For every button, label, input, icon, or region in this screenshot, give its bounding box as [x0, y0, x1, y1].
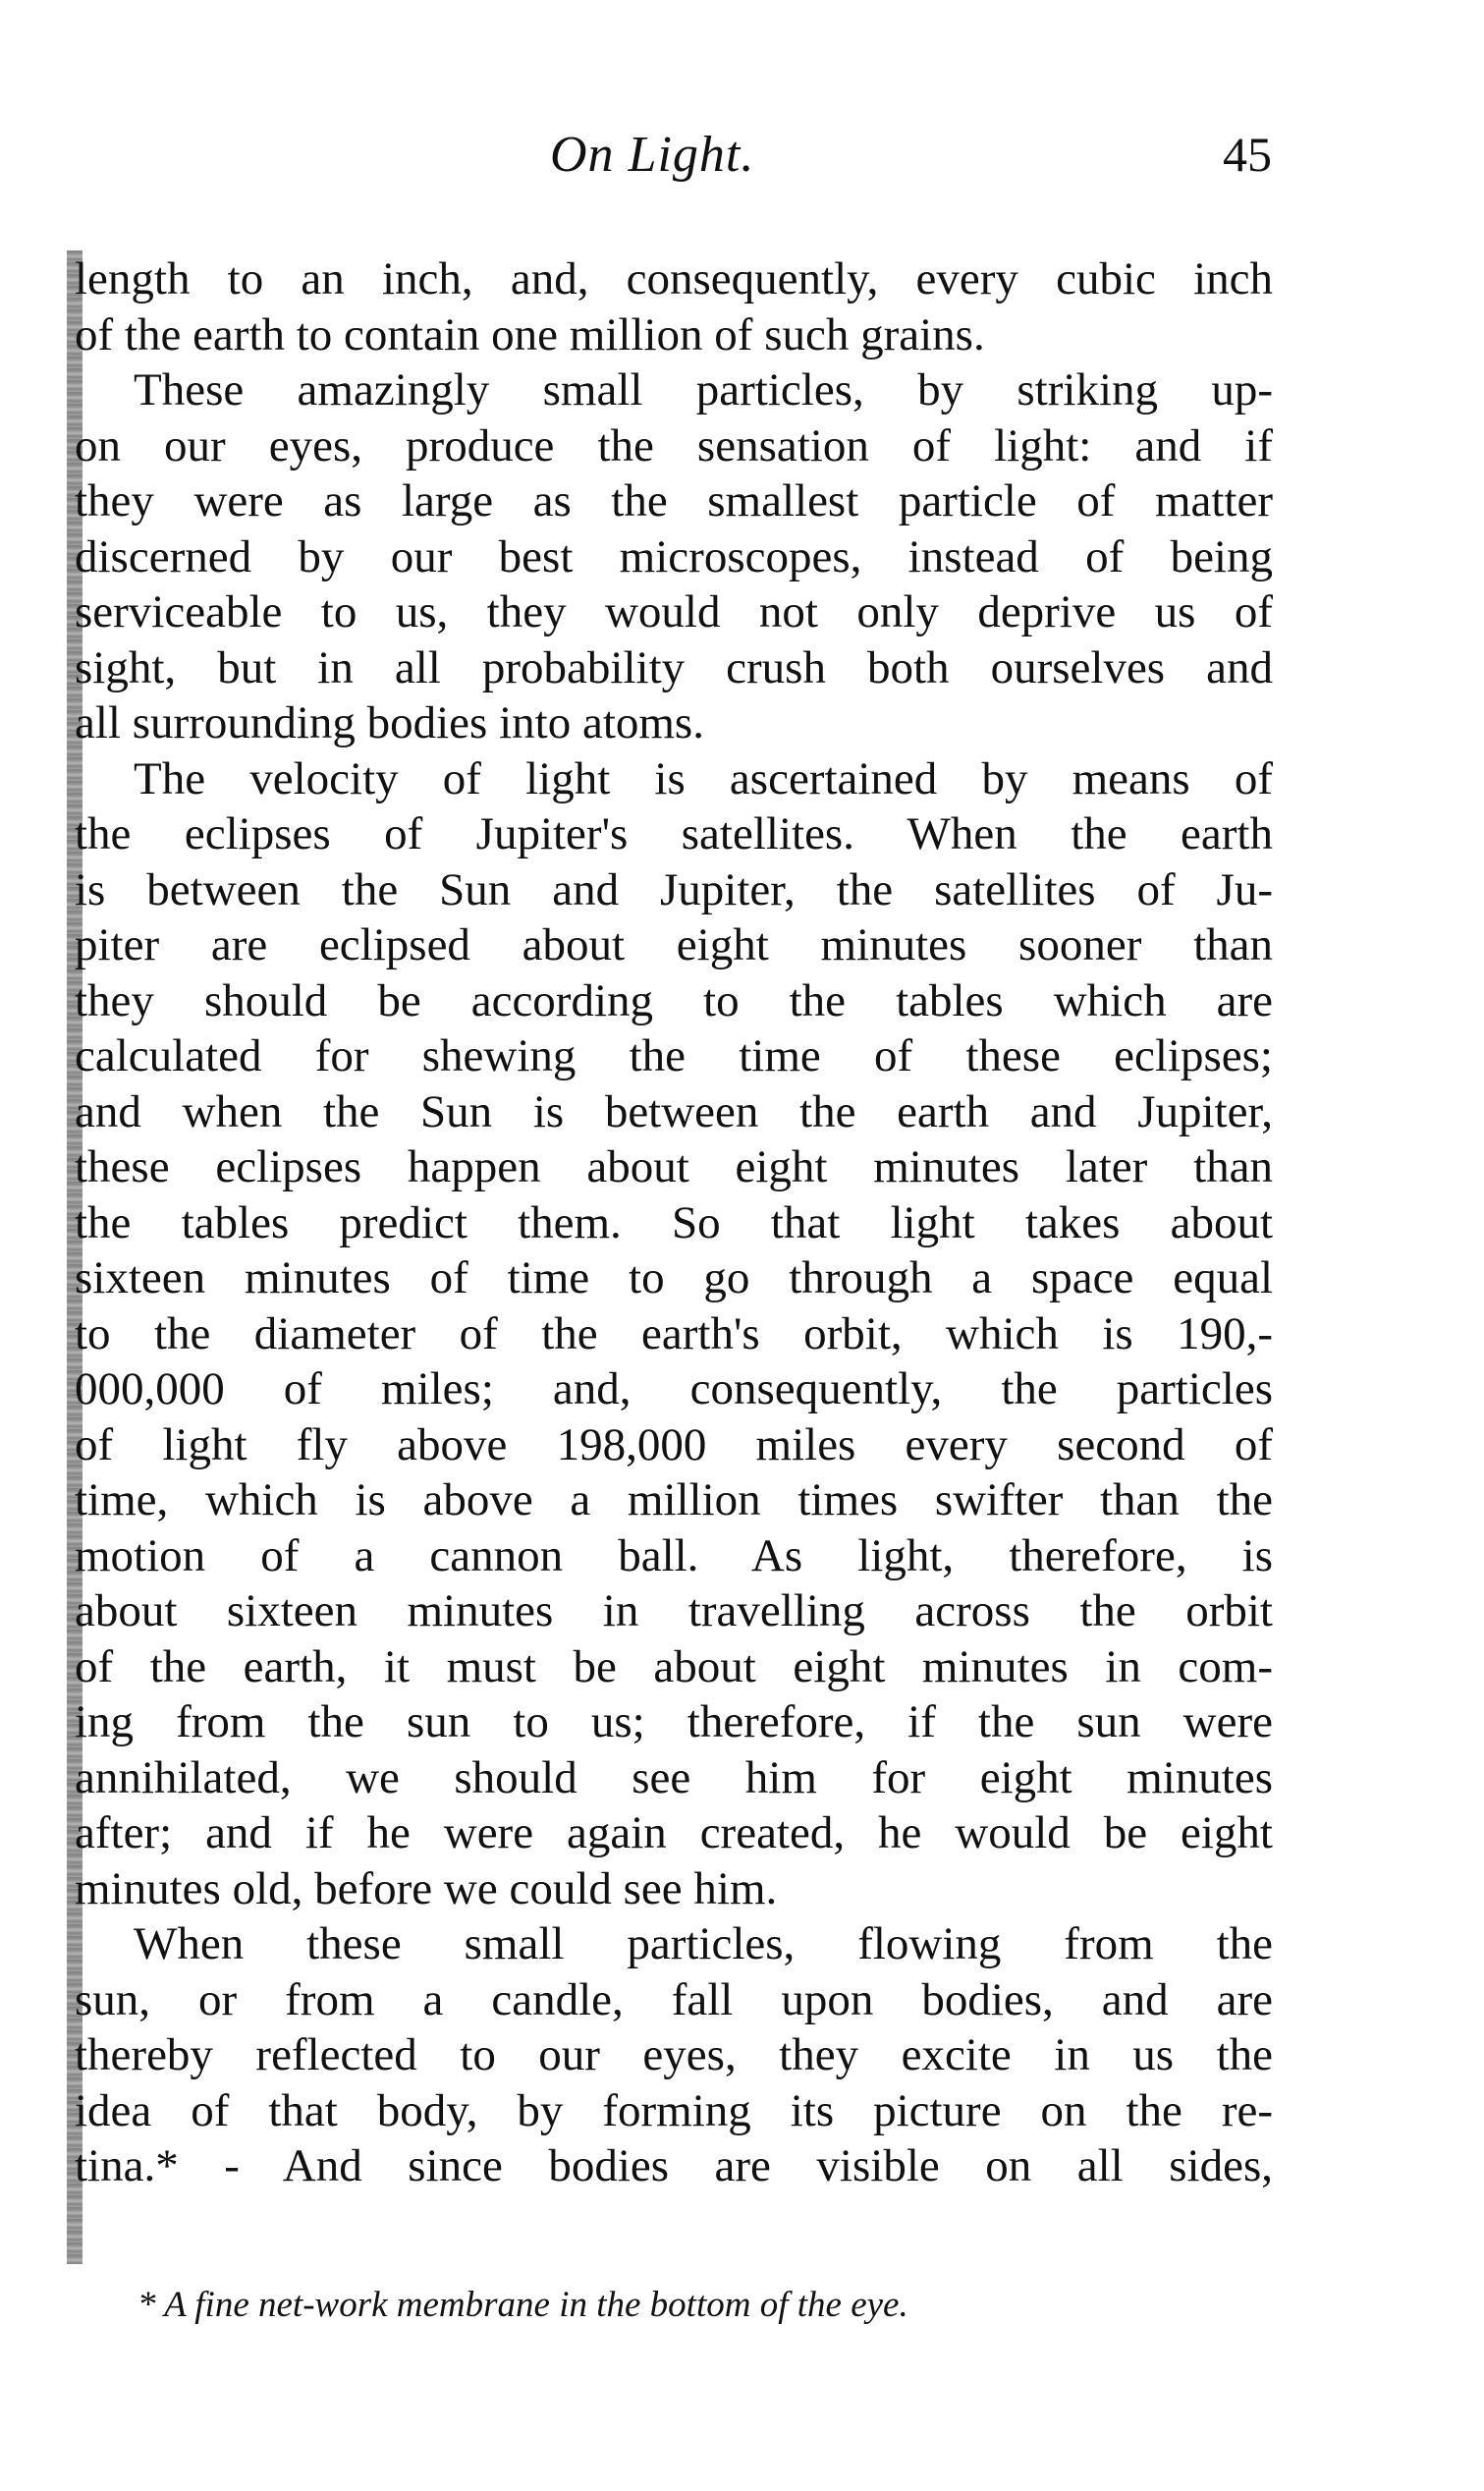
- text-line: calculated for shewing the time of these eclipses;: [75, 1030, 1273, 1081]
- text-line: idea of that body, by forming its picture on the re-: [75, 2084, 1273, 2136]
- text-line: on our eyes, produce the sensation of light: and if: [75, 419, 1273, 471]
- text-line: all surrounding bodies into atoms.: [75, 697, 704, 748]
- text-line: minutes old, before we could see him.: [75, 1862, 778, 1914]
- text-line: discerned by our best microscopes, instead of being: [75, 530, 1273, 582]
- text-line: of light fly above 198,000 miles every second of: [75, 1418, 1273, 1470]
- footnote: * A fine net-work membrane in the bottom of the eye.: [137, 2285, 908, 2325]
- text-line: These amazingly small particles, by striking up-: [134, 364, 1273, 415]
- text-line: sixteen minutes of time to go through a space equal: [75, 1252, 1273, 1303]
- text-line: ing from the sun to us; therefore, if the sun were: [75, 1696, 1273, 1747]
- text-line: motion of a cannon ball. As light, therefore, is: [75, 1529, 1273, 1581]
- text-line: sun, or from a candle, fall upon bodies, and are: [75, 1973, 1273, 2025]
- text-line: annihilated, we should see him for eight minutes: [75, 1751, 1273, 1803]
- text-line: piter are eclipsed about eight minutes sooner than: [75, 919, 1273, 970]
- page-number: 45: [1223, 127, 1272, 182]
- text-line: length to an inch, and, consequently, every cubic inch: [75, 253, 1273, 304]
- text-line: tina.* - And since bodies are visible on all sides,: [75, 2140, 1273, 2191]
- text-line: The velocity of light is ascertained by means of: [134, 752, 1273, 804]
- text-line: after; and if he were again created, he would be eight: [75, 1807, 1273, 1858]
- text-line: to the diameter of the earth's orbit, which is 190,-: [75, 1307, 1273, 1359]
- text-line: sight, but in all probability crush both ourselves and: [75, 641, 1273, 693]
- text-line: time, which is above a million times swifter than the: [75, 1474, 1273, 1525]
- text-line: they should be according to the tables which are: [75, 974, 1273, 1026]
- running-title: On Light.: [550, 127, 755, 183]
- text-line: about sixteen minutes in travelling across the orbit: [75, 1585, 1273, 1636]
- text-line: they were as large as the smallest particle of matter: [75, 475, 1273, 526]
- text-line: 000,000 of miles; and, consequently, the particles: [75, 1363, 1273, 1414]
- text-line: the eclipses of Jupiter's satellites. When the earth: [75, 808, 1273, 859]
- text-line: serviceable to us, they would not only deprive us of: [75, 586, 1273, 637]
- text-line: these eclipses happen about eight minutes later than: [75, 1141, 1273, 1192]
- text-line: When these small particles, flowing from the: [134, 1918, 1273, 1969]
- text-line: thereby reflected to our eyes, they excite in us the: [75, 2029, 1273, 2080]
- text-line: of the earth to contain one million of such grains.: [75, 308, 985, 360]
- text-line: and when the Sun is between the earth and Jupiter,: [75, 1085, 1273, 1137]
- text-line: of the earth, it must be about eight minutes in com-: [75, 1640, 1273, 1692]
- text-line: the tables predict them. So that light takes about: [75, 1196, 1273, 1248]
- text-line: is between the Sun and Jupiter, the satellites of Ju-: [75, 863, 1273, 915]
- body-text: [75, 251, 1273, 2194]
